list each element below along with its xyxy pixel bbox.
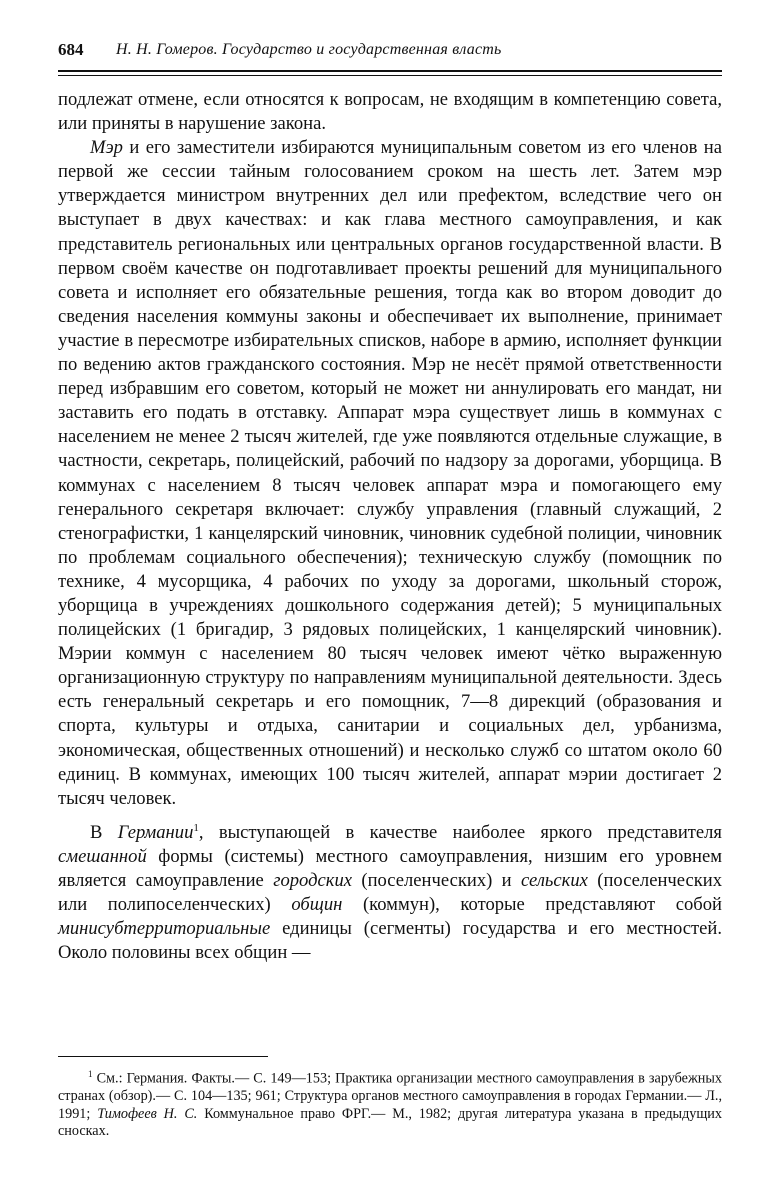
paragraph-text: В	[90, 822, 118, 843]
footnote	[58, 1066, 722, 1141]
emphasis-text: общин	[291, 894, 343, 916]
emphasis-text: Германии	[117, 822, 194, 843]
footnote-text-part: Коммунальное право ФРГ.— М., 1982; другая литература указана в предыдущих сносках.	[58, 1105, 722, 1140]
paragraph-text: (поселенческих) и	[352, 870, 522, 892]
main-text	[58, 88, 722, 966]
paragraph-text: (поселенческих или полипоселенческих)	[58, 870, 723, 916]
header-rule-thin	[58, 75, 722, 76]
emphasis-text: минисубтерриториальные	[58, 918, 271, 940]
page-header	[58, 40, 722, 64]
emphasis-text: сельских	[521, 870, 588, 892]
paragraph-text: подлежат отмене, если относятся к вопросам, не входящим в компетенцию совета, или приняты в нарушение закона.	[58, 89, 722, 135]
footnote-separator	[58, 1056, 268, 1057]
paragraph-germany	[58, 816, 722, 966]
footnote-marker: 1	[88, 1069, 93, 1079]
page-number: 684	[58, 40, 84, 59]
footnote-text	[58, 1066, 722, 1141]
emphasis-text: Мэр	[90, 137, 123, 159]
paragraph-text: (коммун), которые представляют собой	[342, 894, 722, 916]
footnote-author: Тимофеев Н. С.	[97, 1105, 198, 1122]
emphasis-text: городских	[273, 870, 353, 892]
paragraph-text: и его заместители избираются муниципальным советом из его членов на первой же сессии тайным голосованием сроком на шесть лет. Затем мэр утверждается министром внутренних дел или префектом, вследствие чего он выступает в двух качествах: и как глава местного самоуправления, и как представитель региональных или центральных органов государственной власти. В первом своём качестве он подготавливает проекты решений для муниципального совета и исполняет его обязательные решения, тогда как во втором доводит до сведения населения коммуны законы и обеспечивает их выполнение, принимает участие в пересмотре избирательных списков, наборе в армию, исполняет функции по ведению актов гражданского состояния. Мэр не несёт прямой ответственности перед избравшим его советом, который не может ни аннулировать его мандат, ни заставить его подать в отставку. Аппарат мэра существует лишь в коммунах с населением не менее 2 тысяч жителей, где уже появляются отдельные служащие, в частности, секретарь, полицейский, рабочий по надзору за дорогами, уборщица. В коммунах с населением 8 тысяч человек аппарат мэра и помогающего ему генерального секретаря включает: службу управления (главный служащий, 2 стенографистки, 1 канцелярский чиновник, чиновник судебной полиции, чиновник по проблемам социального обеспечения); техническую службу (помощник по технике, 4 мусорщика, 4 рабочих по уходу за дорогами, школьный сторож, уборщица в учреждениях дошкольного содержания детей); 5 муниципальных полицейских (1 бригадир, 3 рядовых полицейских, 1 канцелярский чиновник). Мэрии коммун с населением 80 тысяч человек имеют чётко выраженную организационную структуру по направлениям муниципальной деятельности. Здесь есть генеральный секретарь и его помощник, 7—8 дирекций (образования и спорта, культуры и отдыха, санитарии и социальных дел, урбанизма, экономическая, общественных отношений) и несколько служб со штатом около 60 единиц. В коммунах, имеющих 100 тысяч жителей, аппарат мэрии достигает 2 тысяч человек.	[58, 137, 722, 809]
paragraph-text: , выступающей в качестве наиболее яркого представителя	[198, 822, 722, 843]
paragraph-continuation	[58, 88, 722, 136]
footnote-text-part: См.: Германия. Факты.— С. 149—153; Практика организации местного самоуправления в зарубежных странах (обзор).— С. 104—135; 961; Структура органов местного самоуправления в городах Германии.— Л., 1991;	[58, 1070, 722, 1122]
running-title: Н. Н. Гомеров. Государство и государственная власть	[116, 41, 502, 58]
emphasis-text: смешанной	[58, 846, 147, 868]
footnote-ref: 1	[193, 821, 199, 834]
paragraph-text: единицы (сегменты) государства и его местностей. Около половины всех общин —	[58, 918, 722, 964]
paragraph-mayor	[58, 136, 722, 811]
paragraph-text: формы (системы) местного самоуправления, низшим его уровнем является самоуправление	[58, 846, 722, 892]
header-rule-thick	[58, 70, 722, 72]
